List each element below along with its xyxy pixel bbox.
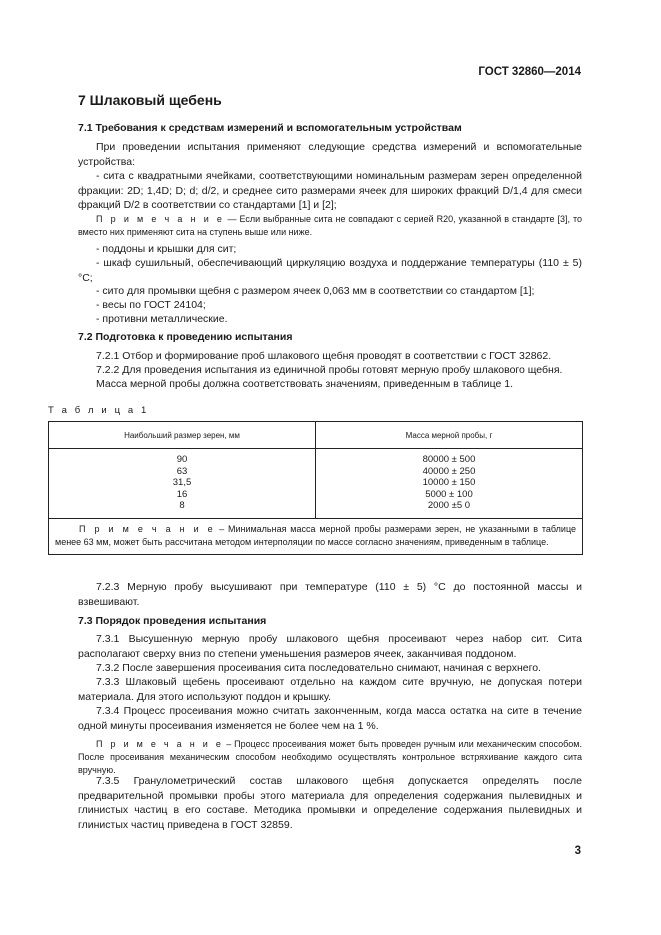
table-header-grain-size: Наибольший размер зерен, мм: [49, 422, 316, 449]
s73-note: [78, 738, 582, 777]
s72-p2: 7.2.2 Для проведения испытания из единичной пробы готовят мерную пробу шлакового щебня.: [96, 364, 563, 376]
page-number: 3: [574, 845, 581, 857]
s71-item-2: - шкаф сушильный, обеспечивающий циркуляцию воздуха и поддержание температуры (110 ± 5) °С;: [78, 257, 582, 284]
table-cell: 90: [176, 454, 188, 465]
table-cell: 40000 ± 250: [422, 465, 476, 477]
subsection-7-1-title: 7.1 Требования к средствам измерений и вспомогательным устройствам: [78, 122, 462, 134]
note-text: – Процесс просеивания может быть проведен ручным или механическим способом. После просеивания механическим способом необходимо осуществлять контрольное встряхивание каждого сита вручную.: [78, 739, 582, 775]
table-cell: 2000 ±5 0: [427, 500, 471, 511]
s72-p3: Масса мерной пробы должна соответствовать значениям, приведенным в таблице 1.: [96, 378, 514, 390]
p-7-2-3: 7.2.3 Мерную пробу высушивают при температуре (110 ± 5) °С до постоянной массы и взвешивают.: [78, 581, 582, 608]
table-cell: 5000 ± 100: [425, 488, 473, 500]
s73-p1: 7.3.1 Высушенную мерную пробу шлакового щебня просеивают через набор сит. Сита располагают сверху вниз по степени уменьшения размеров ячеек, заканчивая поддоном.: [78, 633, 582, 660]
s73-p2: 7.3.2 После завершения просеивания сита последовательно снимают, начиная с верхнего.: [96, 662, 541, 674]
s71-item-3: - сито для промывки щебня с размером ячеек 0,063 мм в соответствии со стандартом [1];: [96, 285, 535, 297]
table-cell: 80000 ± 500: [422, 454, 476, 465]
table-cell: 63: [176, 465, 188, 477]
s71-item-4: - весы по ГОСТ 24104;: [96, 299, 206, 311]
section-title: 7 Шлаковый щебень: [78, 92, 222, 108]
note-label: П р и м е ч а н и е: [96, 214, 225, 224]
table-header-sample-mass: Масса мерной пробы, г: [316, 422, 583, 449]
note-label: П р и м е ч а н и е: [96, 739, 224, 749]
note-text: — Если выбранные сита не совпадают с серией R20, указанной в стандарте [3], то вместо них применяют сита на ступень выше или ниже.: [78, 214, 583, 237]
table-cell: 16: [176, 488, 188, 500]
s73-p3: 7.3.3 Шлаковый щебень просеивают отдельно на каждом сите вручную, не допуская потери материала. Для этого используют поддон и крышку.: [78, 676, 582, 703]
table-col-grain-size: [49, 449, 316, 519]
s71-note: [78, 213, 582, 239]
s73-p4: 7.3.4 Процесс просеивания можно считать законченным, когда масса остатка на сите в течение одной минуты просеивания изменяется не более чем на 1 %.: [78, 705, 582, 732]
table-caption: Т а б л и ц а 1: [48, 405, 149, 416]
table-col-sample-mass: [316, 449, 583, 519]
s71-item-sieves: - сита с квадратными ячейками, соответствующими номинальным размерам зерен определенной фракции: 2D; 1,4D; D; d; d/2, и среднее сито размерами ячеек для широких фракций D/1,4 для смеси фракций D/2 в соответствии со стандартами [1] и [2];: [78, 170, 582, 211]
table-cell: 31,5: [172, 477, 192, 488]
subsection-7-3-title: 7.3 Порядок проведения испытания: [78, 615, 267, 627]
table-cell: 8: [179, 500, 185, 511]
s71-item-1: - поддоны и крышки для сит;: [96, 243, 237, 255]
table-cell: 10000 ± 150: [422, 477, 476, 488]
s73-p5: 7.3.5 Гранулометрический состав шлакового щебня допускается определять после предварительной промывки пробы этого материала для определения содержания пылевидных и глинистых частиц в его составе. Методика промывки и определение содержания пылевидных и глинистых частиц приведена в ГОСТ 32859.: [78, 775, 582, 831]
s71-intro: При проведении испытания применяют следующие средства измерений и вспомогательные устройства:: [78, 141, 582, 168]
note-label: П р и м е ч а н и е: [79, 524, 216, 534]
subsection-7-2-title: 7.2 Подготовка к проведению испытания: [78, 331, 293, 343]
sample-mass-table: [48, 421, 583, 555]
s71-item-5: - противни металлические.: [96, 313, 228, 325]
s72-p1: 7.2.1 Отбор и формирование проб шлакового щебня проводят в соответствии с ГОСТ 32862.: [96, 350, 552, 362]
note-text: – Минимальная масса мерной пробы размерами зерен, не указанными в таблице менее 63 мм, может быть рассчитана методом интерполяции по массе согласно значениям, приведенным в таблице.: [55, 524, 577, 547]
standard-header: ГОСТ 32860—2014: [478, 66, 581, 78]
table-note: [49, 519, 583, 555]
